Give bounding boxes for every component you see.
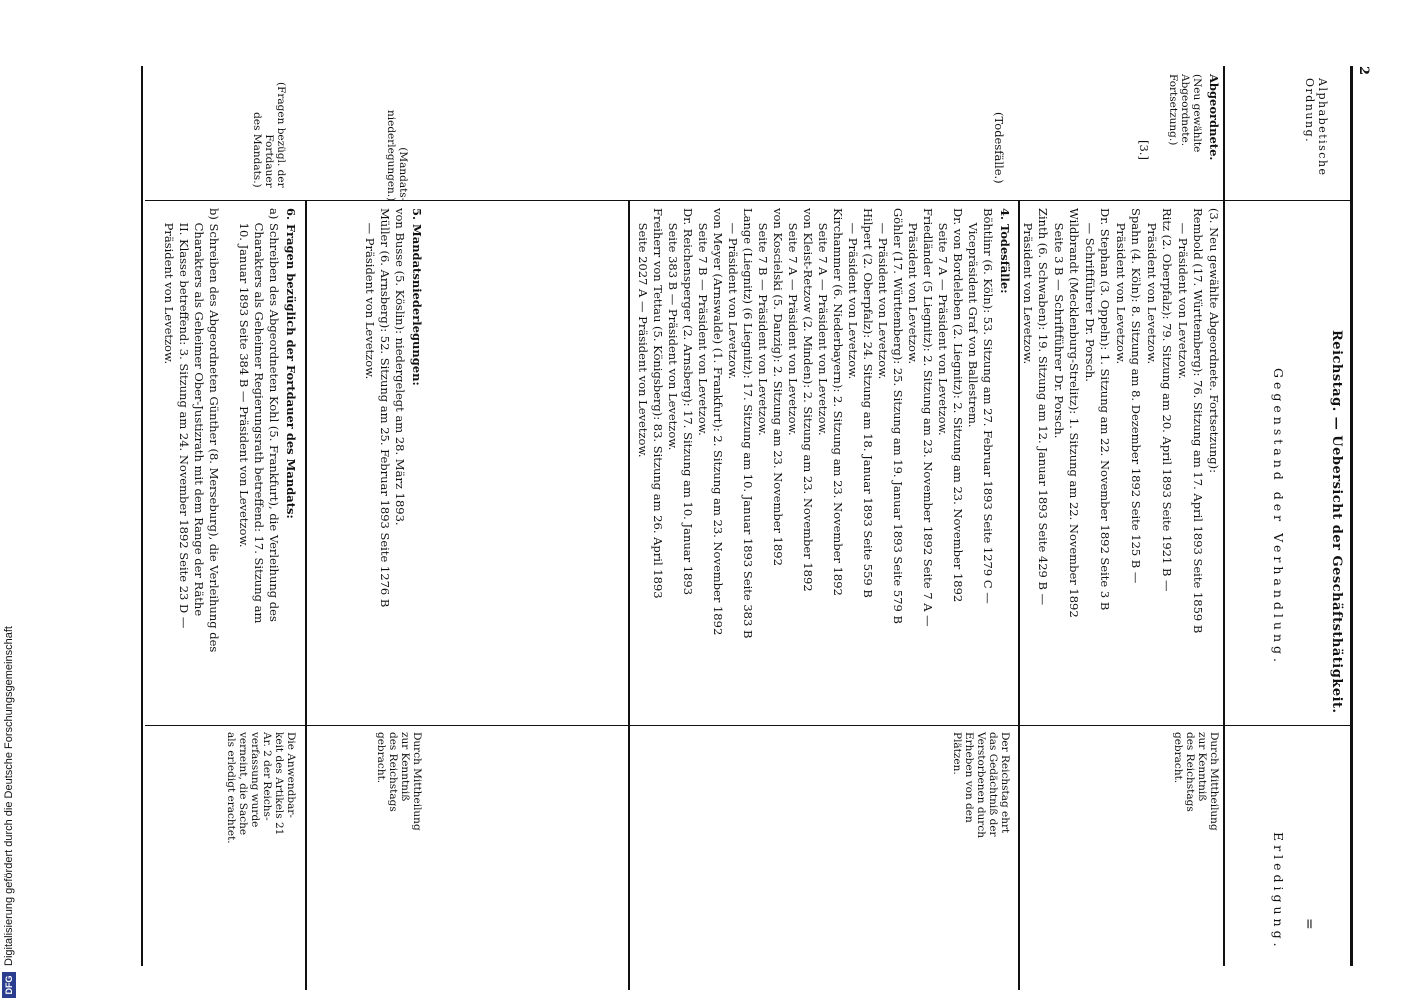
- s4-line: von Kleist-Retzow (2. Minden): 2. Sitzung am 23. November 1892: [801, 208, 815, 592]
- label-fragen-fortdauer: (Fragen bezügl. der Fortdauer des Mandats.): [251, 82, 287, 188]
- s4-line: Freiherr von Tettau (5. Königsberg): 83. Sitzung am 26. April 1893: [651, 208, 665, 599]
- s3-line: Präsident von Levetzow.: [1021, 208, 1035, 365]
- s3-line: Präsident von Levetzow.: [1145, 208, 1159, 365]
- page-number: 2: [1356, 66, 1371, 76]
- col-header-alphabetic: Alphabetische Ordnung.: [1303, 78, 1329, 177]
- s6-line: b) Schreiben des Abgeordneten Günther (8. Merseburg), die Verleihung des: [207, 208, 221, 653]
- label-todesfaelle: (Todesfälle.): [992, 112, 1006, 184]
- s4-line: Seite 2027 A — Präsident von Levetzow.: [636, 208, 650, 458]
- erledigung-6: Die Anwendbar- keit des Artikels 21 Ar. 2 der Reichs- verfassung wurde verneint, die Sache als erledigt erachtet.: [225, 732, 297, 844]
- s3-line: Zinth (6. Schwaben): 19. Sitzung am 12. Januar 1893 Seite 429 B —: [1036, 208, 1050, 606]
- s4-line: Kirchammer (6. Niederbayern): 2. Sitzung am 23. November 1892: [831, 208, 845, 596]
- col-header-outcome: Erledigung.: [1271, 832, 1286, 951]
- s6-line: a) Schreiben des Abgeordneten Kohl (5. Frankfurt), die Verleihung des: [267, 208, 281, 622]
- divider-header-left: [1225, 200, 1351, 201]
- s4-line: von Meyer (Arnswalde) (1. Frankfurt): 2. Sitzung am 23. November 1892: [711, 208, 725, 636]
- s3-line: — Präsident von Levetzow.: [1176, 208, 1190, 380]
- page-marker: =: [1301, 918, 1317, 930]
- s4-line: Seite 7 A — Präsident von Levetzow.: [786, 208, 800, 436]
- erledigung-3: Durch Mittheilung zur Kenntniß des Reichstags gebracht.: [1172, 732, 1220, 831]
- s4-line: Seite 7 A — Präsident von Levetzow.: [816, 208, 830, 436]
- s4-line: Vicepräsident Graf von Ballestrem.: [966, 208, 980, 428]
- s6-line: 10. Januar 1893 Seite 384 B — Präsident von Levetzow.: [237, 208, 251, 548]
- s4-line: Seite 383 B — Präsident von Levetzow.: [666, 208, 680, 451]
- s3-line: Wildbrandt (Mecklenburg-Strelitz): 1. Sitzung am 22. November 1892: [1067, 208, 1081, 618]
- s4-line: Dr. von Bordeleben (2. Liegnitz): 2. Sitzung am 23. November 1892: [951, 208, 965, 603]
- s4-line: Göhler (17. Württemberg): 25. Sitzung am 19. Januar 1893 Seite 579 B: [891, 208, 905, 624]
- s3-line: Dr. Stephan (3. Oppeln): 1. Sitzung am 22. November 1892 Seite 3 B: [1098, 208, 1112, 611]
- s3-line: Spahn (4. Köln): 8. Sitzung am 8. Dezember 1892 Seite 125 B —: [1129, 208, 1143, 584]
- s4-line: Lange (Liegnitz) (6 Liegnitz): 17. Sitzung am 10. Januar 1893 Seite 383 B: [741, 208, 755, 639]
- s3-line: Rembold (17. Württemberg): 76. Sitzung am 17. April 1893 Seite 1859 B: [1191, 208, 1205, 634]
- dfg-footer: [1, 0, 19, 1000]
- s4-line: Seite 7 B — Präsident von Levetzow.: [696, 208, 710, 436]
- s6-line: Charakters als Geheimer Regierungsrath betreffend: 17. Sitzung am: [252, 208, 266, 624]
- s4-line: — Präsident von Levetzow.: [876, 208, 890, 380]
- s5-line: Müller (6. Arnsberg): 52. Sitzung am 25. Februar 1893 Seite 1276 B: [378, 208, 392, 608]
- s4-line: Dr. Reichensperger (2. Arnsberg): 17. Sitzung am 10. Januar 1893: [681, 208, 695, 596]
- page-header-title: Reichstag. — Uebersicht der Geschäftsthätigkeit.: [1329, 330, 1344, 714]
- top-rule: [1350, 66, 1353, 966]
- s4-line: Hilpert (2. Oberpfalz): 24. Sitzung am 18. Januar 1893 Seite 559 B: [861, 208, 875, 598]
- col-header-subject: Gegenstand der Verhandlung.: [1271, 368, 1286, 666]
- header-rule: [1223, 66, 1225, 966]
- erledigung-4: Der Reichstag ehrt das Gedächtniß der Verstorbenen durch Erheben von den Plätzen.: [951, 732, 1011, 838]
- s4-line: Präsident von Levetzow.: [906, 208, 920, 365]
- s4-line: — Präsident von Levetzow.: [726, 208, 740, 380]
- s6-line: II. Klasse betreffend: 3. Sitzung am 24. November 1892 Seite 23 D —: [177, 208, 191, 629]
- label-bracket-number: [3.]: [1137, 140, 1151, 160]
- s6-line: Charakters als Geheimer Ober-Justizrath mit dem Range der Räthe: [192, 208, 206, 617]
- s4-line: Friedländer (5 Liegnitz): 2. Sitzung am 23. November 1892 Seite 7 A —: [921, 208, 935, 627]
- s5-line: — Präsident von Levetzow.: [363, 208, 377, 380]
- section-6-title: 6. Fragen bezüglich der Fortdauer des Mandats:: [284, 208, 298, 519]
- label-abgeordnete: Abgeordnete.: [1207, 74, 1221, 161]
- divider-left: [145, 200, 1225, 201]
- s4-line: Böhtlinr (6. Köln): 53. Sitzung am 27. Februar 1893 Seite 1279 C —: [981, 208, 995, 604]
- dfg-logo: DFG: [2, 972, 16, 998]
- separator-after-s3: [1018, 200, 1020, 990]
- s3-line: Seite 3 B — Schriftführer Dr. Porsch.: [1052, 208, 1066, 439]
- bottom-rule: [141, 66, 143, 966]
- s6-line: Präsident von Levetzow.: [162, 208, 176, 365]
- separator-after-s4: [628, 200, 630, 990]
- section-5-title: 5. Mandatsniederlegungen:: [410, 208, 424, 386]
- label-neu-gewaehlte: (Neu gewählte Abgeordnete. Fortsetzung.): [1167, 74, 1203, 153]
- s3-line: (3. Neu gewählte Abgeordnete. Fortsetzung):: [1207, 208, 1221, 473]
- s5-line: von Busse (5. Köslin): niedergelegt am 28. März 1893.: [393, 208, 407, 526]
- s4-line: Seite 7 B — Präsident von Levetzow.: [756, 208, 770, 436]
- erledigung-5: Durch Mittheilung zur Kenntniß des Reichstags gebracht.: [375, 732, 423, 831]
- s3-line: Präsident von Levetzow.: [1114, 208, 1128, 365]
- s4-line: Seite 7 A — Präsident von Levetzow.: [936, 208, 950, 436]
- divider-right: [145, 725, 1351, 726]
- s3-line: — Schriftführer Dr. Porsch.: [1083, 208, 1097, 382]
- section-4-title: 4. Todesfälle:: [998, 208, 1012, 294]
- s4-line: von Koscielski (5. Danzig): 2. Sitzung am 23. November 1892: [771, 208, 785, 566]
- label-mandatsniederlegungen: (Mandats- niederlegungen.): [385, 110, 409, 202]
- s4-line: — Präsident von Levetzow.: [846, 208, 860, 380]
- s3-line: Ritz (2. Oberpfalz): 79. Sitzung am 20. April 1893 Seite 1921 B —: [1160, 208, 1174, 592]
- separator-after-s5: [305, 200, 307, 990]
- footer-text: Digitalisierung gefördert durch die Deutsche Forschungsgemeinschaft: [3, 626, 15, 966]
